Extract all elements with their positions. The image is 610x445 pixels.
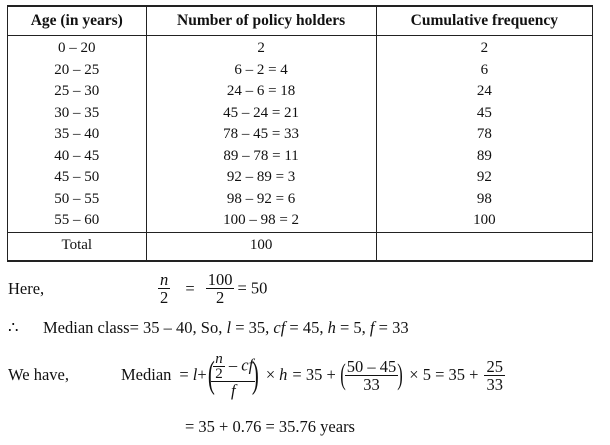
header-policy-holders: Number of policy holders	[146, 6, 376, 36]
cell-holders: 98 – 92 = 6	[146, 189, 376, 211]
cell-age: 50 – 55	[8, 189, 147, 211]
table-row	[8, 210, 593, 232]
total-empty	[376, 232, 592, 261]
median-formula-line: We have, Median = l + ( $\frac{n}{2}$ – cf f ) × h = 35 + ( $\frac{50 - 45}{33}$ ) × 5 = 35 + $\frac{25}{33}$	[8, 350, 503, 400]
right-paren: )	[252, 354, 260, 396]
cell-age: 20 – 25	[8, 60, 147, 82]
cell-cf: 89	[376, 146, 592, 168]
cell-age: 25 – 30	[8, 81, 147, 103]
therefore-symbol: ∴	[8, 318, 19, 337]
fraction-50-45-over-33: $\frac{50 - 45}{33}$	[346, 356, 397, 394]
cell-age: 30 – 35	[8, 103, 147, 125]
result-50: = 50	[237, 278, 268, 298]
table-row	[8, 189, 593, 211]
total-label: Total	[8, 232, 147, 261]
fraction-100-over-2: $\frac{100}{2}$	[207, 270, 233, 307]
table-row	[8, 167, 593, 189]
here-line	[8, 271, 267, 306]
median-class-text: Median class= 35 – 40, So,	[43, 318, 227, 337]
cell-cf: 24	[376, 81, 592, 103]
cell-age: 55 – 60	[8, 210, 147, 232]
total-value: 100	[146, 232, 376, 261]
cell-age: 0 – 20	[8, 36, 147, 60]
table-row	[8, 103, 593, 125]
cell-holders: 100 – 98 = 2	[146, 210, 376, 232]
fraction-n-over-2: $\frac{n}{2}$	[160, 270, 169, 307]
cell-holders: 6 – 2 = 4	[146, 60, 376, 82]
header-cumulative-frequency: Cumulative frequency	[376, 6, 592, 36]
table-row	[8, 36, 593, 60]
cell-age: 45 – 50	[8, 167, 147, 189]
header-age: Age (in years)	[8, 6, 147, 36]
cell-cf: 98	[376, 189, 592, 211]
cell-age: 40 – 45	[8, 146, 147, 168]
cell-cf: 2	[376, 36, 592, 60]
cell-age: 35 – 40	[8, 124, 147, 146]
we-have-label: We have,	[8, 365, 69, 384]
table-total-row	[8, 232, 593, 261]
cell-holders: 45 – 24 = 21	[146, 103, 376, 125]
table-row	[8, 146, 593, 168]
final-result-line: = 35 + 0.76 = 35.76 years	[185, 417, 355, 436]
fraction-25-over-33: $\frac{25}{33}$	[486, 356, 503, 394]
cell-holders: 2	[146, 36, 376, 60]
cell-holders: 78 – 45 = 33	[146, 124, 376, 146]
cell-cf: 92	[376, 167, 592, 189]
cell-holders: 89 – 78 = 11	[146, 146, 376, 168]
frequency-table	[7, 5, 593, 262]
median-class-line: ∴ Median class= 35 – 40, So, l = 35, cf = 45, h = 5, f = 33	[8, 318, 409, 337]
table-header-row	[8, 6, 593, 36]
equals-sign: =	[185, 278, 195, 298]
cell-holders: 92 – 89 = 3	[146, 167, 376, 189]
table-row	[8, 60, 593, 82]
here-label: Here,	[8, 278, 45, 298]
cell-cf: 78	[376, 124, 592, 146]
cell-cf: 100	[376, 210, 592, 232]
fraction-n2-cf-over-f: $\frac{n}{2}$ – cf f	[211, 352, 255, 399]
cell-cf: 45	[376, 103, 592, 125]
left-paren: (	[207, 354, 215, 396]
cell-holders: 24 – 6 = 18	[146, 81, 376, 103]
table-row	[8, 124, 593, 146]
table-row	[8, 81, 593, 103]
cell-cf: 6	[376, 60, 592, 82]
median-label: Median	[121, 365, 172, 384]
